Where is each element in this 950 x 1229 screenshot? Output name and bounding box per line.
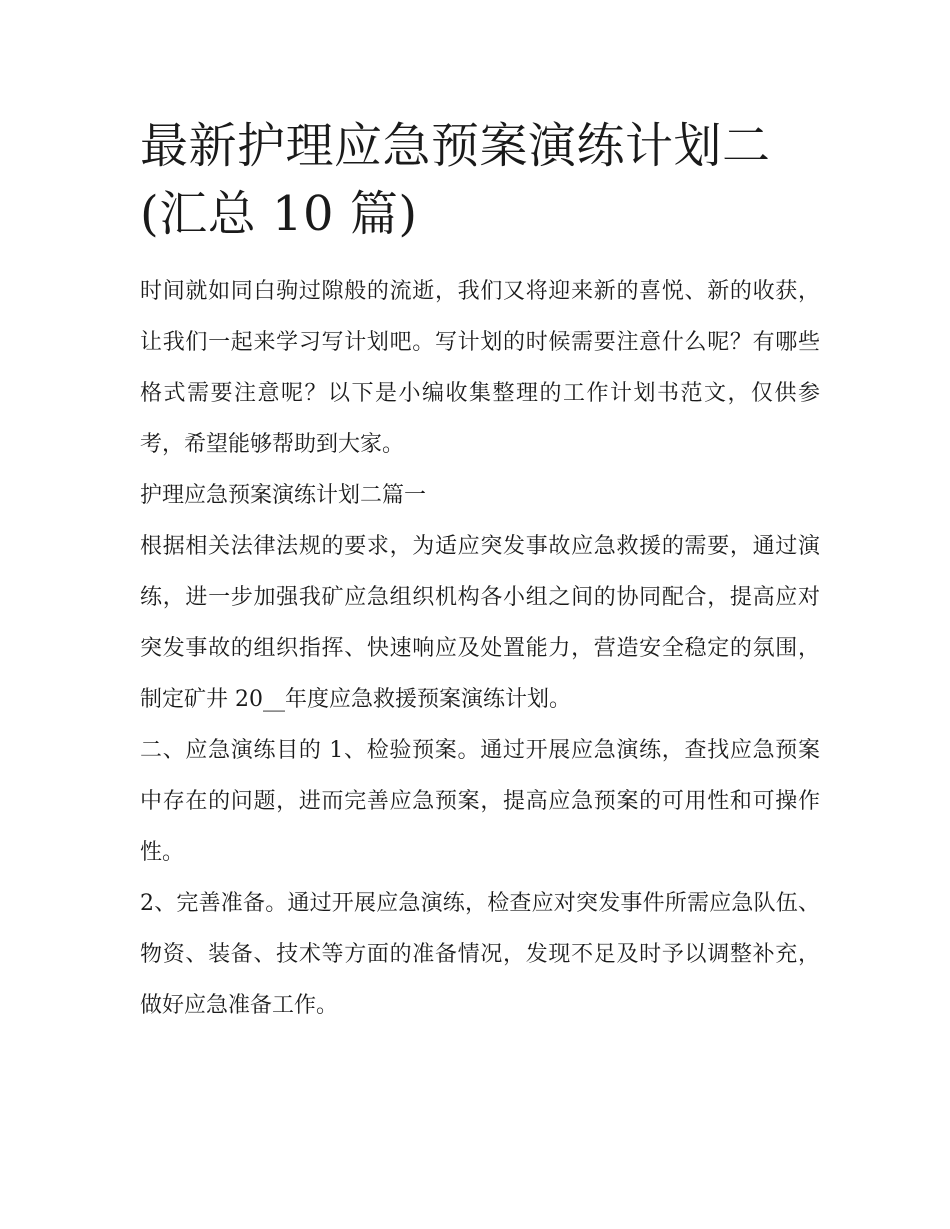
title-line-1: 最新护理应急预案演练计划二 bbox=[140, 118, 771, 174]
body-paragraph-3: 2、完善准备。通过开展应急演练，检查应对突发事件所需应急队伍、物资、装备、技术等方面的准备情况，发现不足及时予以调整补充，做好应急准备工作。 bbox=[140, 891, 820, 1018]
document-page bbox=[140, 112, 820, 1031]
intro-paragraph: 时间就如同白驹过隙般的流逝，我们又将迎来新的喜悦、新的收获，让我们一起来学习写计划吧。写计划的时候需要注意什么呢？有哪些格式需要注意呢？以下是小编收集整理的工作计划书范文，仅供参考，希望能够帮助到大家。 bbox=[140, 279, 820, 457]
title-line-2: (汇总 10 篇) bbox=[140, 186, 418, 242]
body-paragraph-1: 根据相关法律法规的要求，为适应突发事故应急救援的需要，通过演练，进一步加强我矿应急组织机构各小组之间的协同配合，提高应对突发事故的组织指挥、快速响应及处置能力，营造安全稳定的氛围，制定矿井 20__年度应急救援预案演练计划。 bbox=[140, 534, 820, 712]
section-heading: 护理应急预案演练计划二篇一 bbox=[140, 483, 427, 508]
body-paragraph-2: 二、应急演练目的 1、检验预案。通过开展应急演练，查找应急预案中存在的问题，进而完善应急预案，提高应急预案的可用性和可操作性。 bbox=[140, 738, 820, 865]
document-title bbox=[140, 112, 820, 248]
